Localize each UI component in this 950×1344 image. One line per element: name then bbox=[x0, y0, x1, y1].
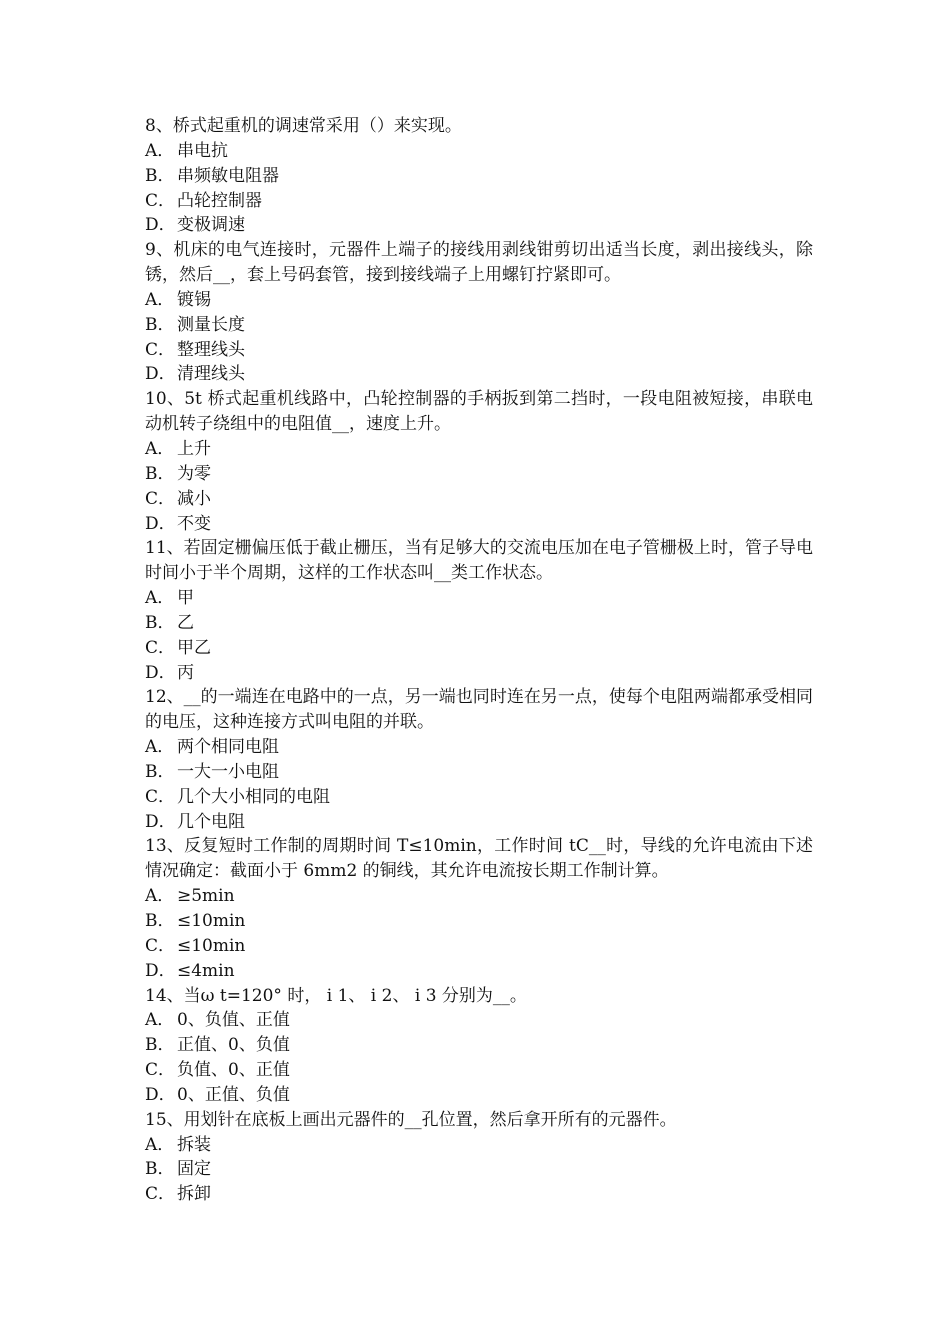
option-text: 丙 bbox=[177, 662, 194, 683]
option-text: 0、正值、负值 bbox=[177, 1084, 290, 1105]
option-letter: B． bbox=[145, 165, 175, 186]
answer-option bbox=[145, 884, 813, 909]
question-text: 11、若固定栅偏压低于截止栅压，当有足够大的交流电压加在电子管栅极上时，管子导电时间小于半个周期，这样的工作状态叫__类工作状态。 bbox=[145, 538, 813, 584]
answer-option bbox=[145, 462, 813, 487]
answer-option bbox=[145, 661, 813, 686]
option-letter: C． bbox=[145, 488, 176, 509]
question-block bbox=[145, 984, 813, 1108]
option-text: 串电抗 bbox=[177, 140, 228, 161]
option-letter: B． bbox=[145, 314, 175, 335]
option-letter: C． bbox=[145, 1060, 176, 1081]
option-text: ≥5min bbox=[177, 886, 235, 907]
option-letter: D． bbox=[145, 960, 176, 981]
option-letter: B． bbox=[145, 612, 175, 633]
question-block bbox=[145, 1108, 813, 1207]
question-text: 12、__的一端连在电路中的一点，另一端也同时连在另一点，使每个电阻两端都承受相同的电压，这种连接方式叫电阻的并联。 bbox=[145, 687, 813, 733]
question-list bbox=[145, 114, 813, 1207]
question-text: 9、机床的电气连接时，元器件上端子的接线用剥线钳剪切出适当长度，剥出接线头，除锈，然后__，套上号码套管，接到接线端子上用螺钉拧紧即可。 bbox=[145, 240, 813, 286]
option-letter: D． bbox=[145, 215, 176, 236]
option-text: 变极调速 bbox=[177, 215, 245, 236]
option-text: 为零 bbox=[177, 463, 211, 484]
answer-option bbox=[145, 959, 813, 984]
option-letter: C． bbox=[145, 637, 176, 658]
option-text: 上升 bbox=[177, 438, 211, 459]
answer-option bbox=[145, 810, 813, 835]
option-text: 拆卸 bbox=[177, 1184, 211, 1205]
answer-option bbox=[145, 611, 813, 636]
option-letter: C． bbox=[145, 1184, 176, 1205]
option-letter: C． bbox=[145, 786, 176, 807]
option-text: ≤4min bbox=[177, 960, 235, 981]
question-block bbox=[145, 387, 813, 536]
answer-option bbox=[145, 1083, 813, 1108]
option-letter: A． bbox=[145, 886, 175, 907]
answer-option bbox=[145, 909, 813, 934]
option-letter: B． bbox=[145, 1159, 175, 1180]
answer-option bbox=[145, 487, 813, 512]
option-text: 减小 bbox=[177, 488, 211, 509]
option-text: 乙 bbox=[177, 612, 194, 633]
option-text: 固定 bbox=[177, 1159, 211, 1180]
option-letter: D． bbox=[145, 513, 176, 534]
question-block bbox=[145, 834, 813, 983]
option-letter: D． bbox=[145, 364, 176, 385]
option-text: 两个相同电阻 bbox=[177, 737, 279, 758]
question-text: 8、桥式起重机的调速常采用（）来实现。 bbox=[145, 116, 462, 136]
answer-option bbox=[145, 1058, 813, 1083]
answer-option bbox=[145, 735, 813, 760]
question-text: 14、当ω t=120° 时， i 1、 i 2、 i 3 分别为__。 bbox=[145, 985, 527, 1006]
option-text: 正值、0、负值 bbox=[177, 1035, 290, 1056]
option-letter: A． bbox=[145, 1010, 175, 1031]
answer-option bbox=[145, 338, 813, 363]
option-letter: B． bbox=[145, 463, 175, 484]
question-text: 15、用划针在底板上画出元器件的__孔位置，然后拿开所有的元器件。 bbox=[145, 1109, 677, 1130]
option-letter: A． bbox=[145, 588, 175, 609]
answer-option bbox=[145, 164, 813, 189]
option-letter: A． bbox=[145, 140, 175, 161]
option-letter: B． bbox=[145, 1035, 175, 1056]
question-block bbox=[145, 685, 813, 834]
answer-option bbox=[145, 636, 813, 661]
question-block bbox=[145, 114, 813, 238]
option-text: 几个电阻 bbox=[177, 811, 245, 832]
answer-option bbox=[145, 189, 813, 214]
question-text: 13、反复短时工作制的周期时间 T≤10min，工作时间 tC__时，导线的允许电流由下述情况确定：截面小于 6mm2 的铜线，其允许电流按长期工作制计算。 bbox=[145, 836, 813, 882]
answer-option bbox=[145, 760, 813, 785]
answer-option bbox=[145, 362, 813, 387]
answer-option bbox=[145, 1157, 813, 1182]
option-letter: A． bbox=[145, 1134, 175, 1155]
option-letter: A． bbox=[145, 737, 175, 758]
option-letter: D． bbox=[145, 1084, 176, 1105]
option-text: 凸轮控制器 bbox=[177, 190, 262, 211]
option-text: 整理线头 bbox=[177, 339, 245, 360]
option-text: 甲 bbox=[177, 588, 194, 609]
option-text: 不变 bbox=[177, 513, 211, 534]
answer-option bbox=[145, 1008, 813, 1033]
answer-option bbox=[145, 213, 813, 238]
question-text: 10、5t 桥式起重机线路中，凸轮控制器的手柄扳到第二挡时，一段电阻被短接，串联电动机转子绕组中的电阻值__，速度上升。 bbox=[145, 389, 813, 435]
option-text: 测量长度 bbox=[177, 314, 245, 335]
answer-option bbox=[145, 313, 813, 338]
answer-option bbox=[145, 1133, 813, 1158]
question-block bbox=[145, 238, 813, 387]
option-text: ≤10min bbox=[177, 911, 246, 931]
option-text: 0、负值、正值 bbox=[177, 1010, 290, 1031]
answer-option bbox=[145, 288, 813, 313]
option-text: 拆装 bbox=[177, 1134, 211, 1155]
option-text: 负值、0、正值 bbox=[177, 1060, 290, 1081]
question-block bbox=[145, 536, 813, 685]
option-letter: D． bbox=[145, 811, 176, 832]
option-text: 几个大小相同的电阻 bbox=[177, 786, 330, 807]
option-letter: D． bbox=[145, 662, 176, 683]
option-text: 甲乙 bbox=[177, 637, 211, 658]
answer-option bbox=[145, 785, 813, 810]
option-letter: B． bbox=[145, 761, 175, 782]
option-letter: B． bbox=[145, 911, 175, 931]
answer-option bbox=[145, 934, 813, 959]
option-text: 清理线头 bbox=[177, 364, 245, 385]
answer-option bbox=[145, 139, 813, 164]
option-letter: C． bbox=[145, 190, 176, 211]
answer-option bbox=[145, 1033, 813, 1058]
answer-option bbox=[145, 437, 813, 462]
option-text: 串频敏电阻器 bbox=[177, 165, 279, 186]
option-letter: A． bbox=[145, 289, 175, 310]
option-text: ≤10min bbox=[177, 935, 246, 956]
answer-option bbox=[145, 1182, 813, 1207]
option-text: 一大一小电阻 bbox=[177, 761, 279, 782]
answer-option bbox=[145, 586, 813, 611]
option-letter: C． bbox=[145, 339, 176, 360]
option-text: 镀锡 bbox=[177, 289, 211, 310]
answer-option bbox=[145, 512, 813, 537]
option-letter: C． bbox=[145, 935, 176, 956]
option-letter: A． bbox=[145, 438, 175, 459]
